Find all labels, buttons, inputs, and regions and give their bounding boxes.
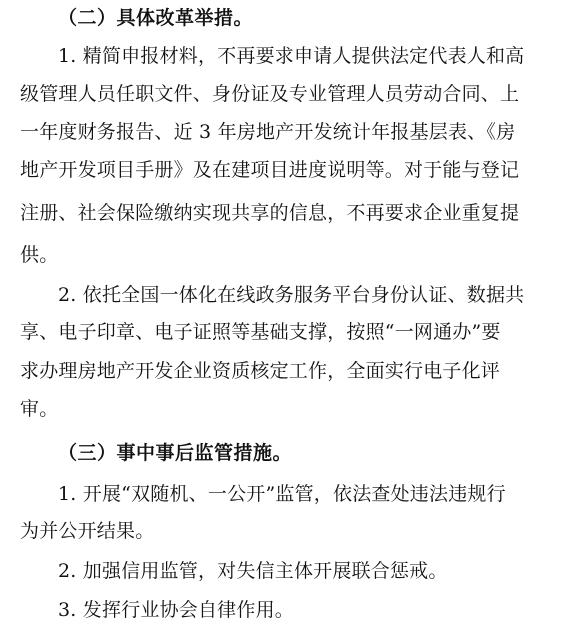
paragraph-line: 2. 依托全国一体化在线政务服务平台身份认证、数据共: [58, 284, 525, 306]
paragraph-line: 供。: [20, 244, 59, 266]
paragraph-line: 级管理人员任职文件、身份证及专业管理人员劳动合同、上: [20, 83, 520, 105]
paragraph-line: 地产开发项目手册》及在建项目进度说明等。对于能与登记: [20, 159, 520, 181]
paragraph-line: 1. 开展“双随机、一公开”监管，依法查处违法违规行: [58, 483, 506, 505]
paragraph-line: 2. 加强信用监管，对失信主体开展联合惩戒。: [58, 560, 448, 582]
paragraph-line: 求办理房地产开发企业资质核定工作，全面实行电子化评: [20, 360, 501, 382]
paragraph-line: 一年度财务报告、近 3 年房地产开发统计年报基层表、《房: [20, 121, 516, 143]
paragraph-line: 为并公开结果。: [20, 520, 155, 542]
paragraph-line: 1. 精简申报材料，不再要求申请人提供法定代表人和高: [58, 45, 525, 67]
paragraph-line: 注册、社会保险缴纳实现共享的信息，不再要求企业重复提: [20, 202, 520, 224]
paragraph-line: 审。: [20, 398, 59, 420]
section-heading-supervision-measures: （三）事中事后监管措施。: [58, 442, 293, 464]
paragraph-line: 3. 发挥行业协会自律作用。: [58, 599, 294, 621]
paragraph-line: 享、电子印章、电子证照等基础支撑，按照“一网通办”要: [20, 321, 501, 343]
section-heading-reform-measures: （二）具体改革举措。: [58, 7, 254, 29]
